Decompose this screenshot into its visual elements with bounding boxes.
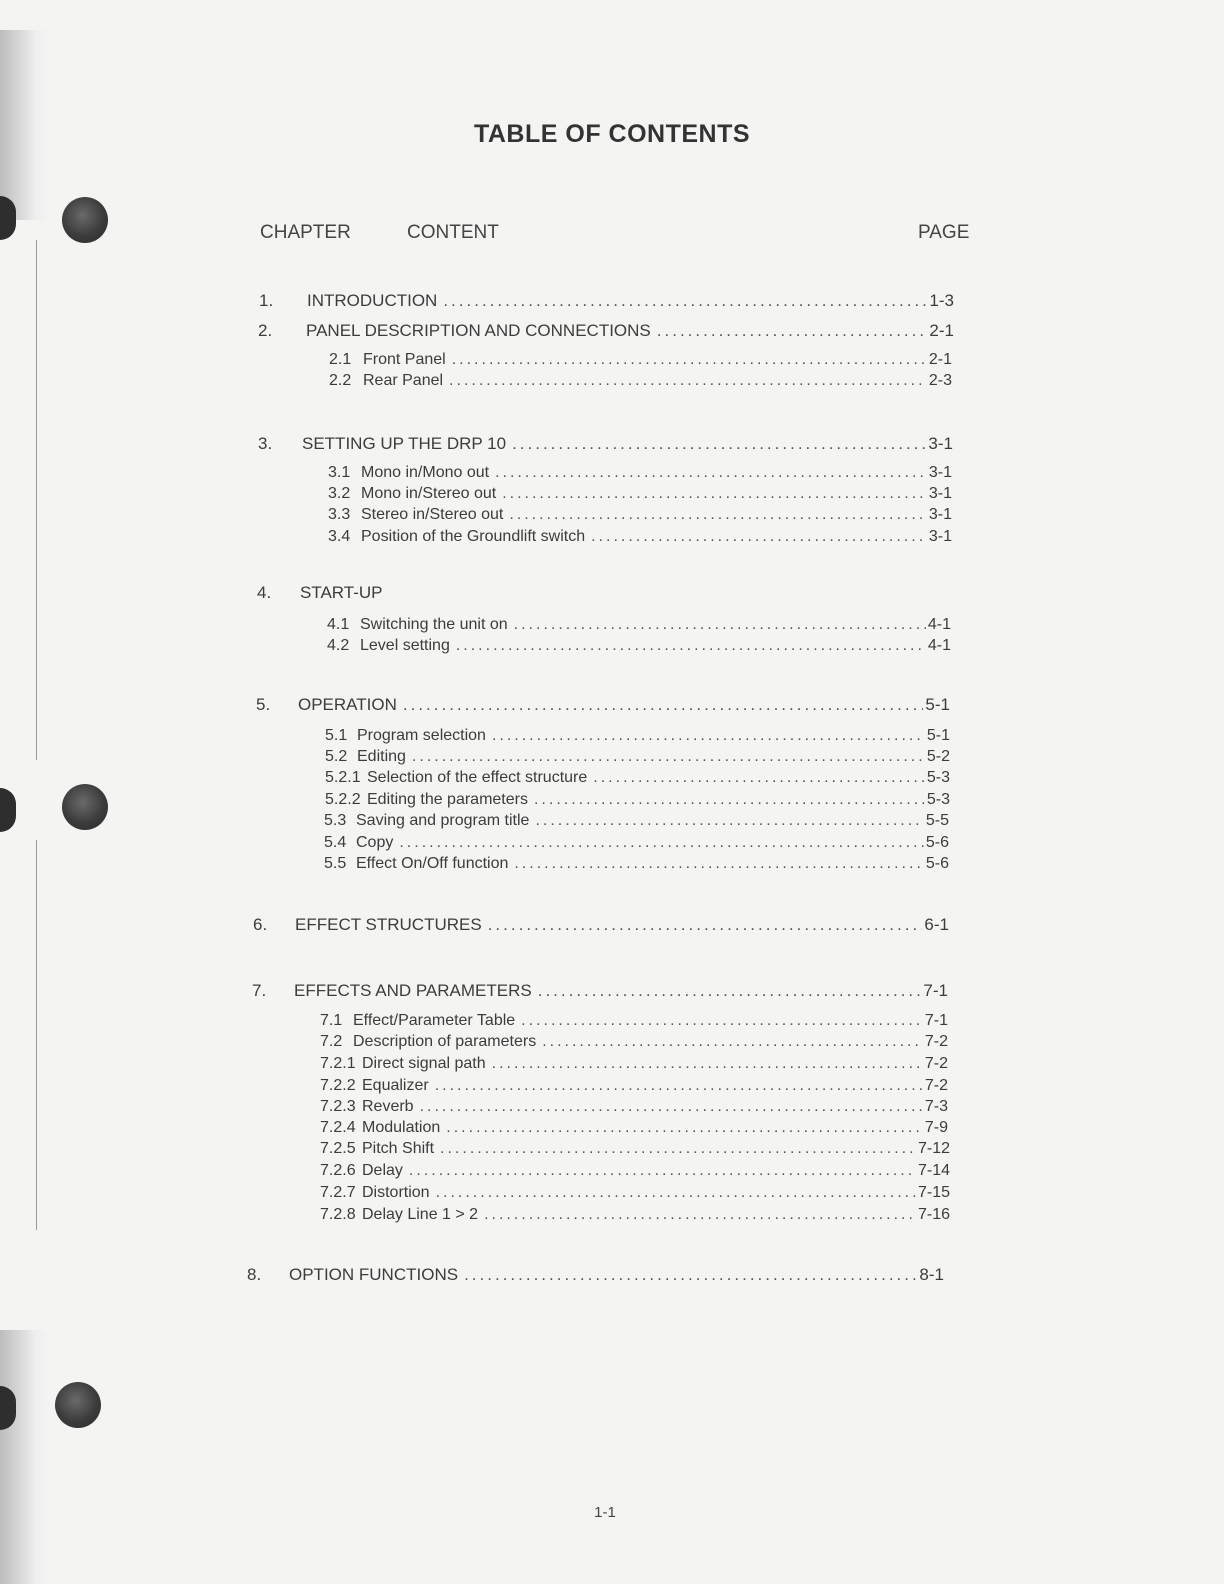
toc-leader-dots [657,321,928,341]
toc-entry-page: 3-1 [928,434,953,453]
toc-entry-page: 7-2 [924,1077,948,1094]
toc-entry-label: Rear Panel [363,372,444,389]
toc-entry-page: 5-6 [925,834,949,851]
toc-entry [328,528,952,550]
toc-entry [324,812,949,834]
toc-entry-number: 3.1 [328,464,351,481]
toc-entry-number: 5.3 [324,812,347,829]
toc-entry-page: 5-6 [925,855,949,872]
toc-entry-label: Equalizer [362,1077,429,1094]
toc-entry-label: Saving and program title [356,812,530,829]
toc-entry-number: 1. [259,291,274,310]
toc-leader-dots [412,748,925,766]
toc-entry-label: Delay Line 1 > 2 [362,1206,479,1223]
toc-entry-label: Modulation [362,1119,441,1136]
toc-leader-dots [488,915,923,935]
toc-entry-label: Distortion [362,1184,430,1201]
toc-entry-page: 3-1 [928,464,952,481]
toc-entry-page: 8-1 [919,1265,944,1284]
toc-entry-label: PANEL DESCRIPTION AND CONNECTIONS [306,321,651,340]
content-column-header: CONTENT [407,222,499,243]
toc-entry [320,1119,948,1141]
toc-entry [320,1206,950,1228]
toc-leader-dots [492,1055,923,1073]
toc-leader-dots [534,791,925,809]
toc-entry-page: 2-1 [928,351,952,368]
toc-entry [324,855,949,877]
toc-entry-number: 5.4 [324,834,347,851]
binder-shadow [0,1330,50,1584]
toc-entry-label: INTRODUCTION [307,291,438,310]
toc-entry-page: 3-1 [928,528,952,545]
toc-entry-page: 5-3 [926,791,950,808]
toc-entry-page: 7-3 [924,1098,948,1115]
toc-entry-number: 7.2.7 [320,1184,356,1201]
toc-entry-number: 5.2.1 [325,769,361,786]
toc-entry-label: Description of parameters [353,1033,537,1050]
toc-entry-label: OPTION FUNCTIONS [289,1265,459,1284]
toc-leader-dots [538,981,922,1001]
toc-entry-page: 7-2 [924,1055,948,1072]
toc-entry [256,695,950,717]
toc-entry-label: Front Panel [363,351,446,368]
page-number: 1-1 [594,1504,616,1521]
toc-leader-dots [514,855,923,873]
toc-entry [328,506,952,528]
toc-entry [325,769,950,791]
toc-entry-page: 5-5 [925,812,949,829]
toc-entry-number: 7.2.6 [320,1162,356,1179]
toc-entry-label: EFFECT STRUCTURES [295,915,482,934]
toc-leader-dots [512,434,926,454]
toc-entry-label: EFFECTS AND PARAMETERS [294,981,532,1000]
toc-leader-dots [436,1184,916,1202]
toc-leader-dots [443,291,927,311]
toc-entry-page: 3-1 [928,506,952,523]
toc-leader-dots [452,351,927,369]
margin-line [36,240,37,760]
toc-entry-page: 4-1 [927,616,951,633]
toc-entry [258,434,953,456]
toc-entry-label: Selection of the effect structure [367,769,588,786]
toc-entry-label: Editing [357,748,406,765]
toc-entry [320,1055,948,1077]
toc-leader-dots [420,1098,923,1116]
toc-entry-label: Mono in/Stereo out [361,485,497,502]
toc-entry-number: 3. [258,434,273,453]
toc-entry-label: Copy [356,834,394,851]
toc-leader-dots [502,485,927,503]
toc-entry-number: 4. [257,583,272,602]
toc-entry [325,791,950,813]
toc-entry-page: 7-12 [917,1140,950,1157]
toc-entry-label: Switching the unit on [360,616,508,633]
toc-entry-number: 7.2 [320,1033,343,1050]
toc-entry [252,981,948,1003]
toc-entry-number: 6. [253,915,268,934]
toc-entry-page: 5-1 [926,727,950,744]
toc-entry-label: OPERATION [298,695,397,714]
toc-leader-dots [464,1265,917,1285]
toc-entry [327,616,951,638]
toc-entry-page: 7-2 [924,1033,948,1050]
chapter-column-header: CHAPTER [260,222,351,243]
toc-entry-page: 7-14 [917,1162,950,1179]
toc-entry-label: Delay [362,1162,403,1179]
toc-entry-page: 1-3 [929,291,954,310]
punch-hole [55,1382,101,1428]
toc-entry-number: 5. [256,695,271,714]
toc-leader-dots [521,1012,923,1030]
toc-entry [327,637,951,659]
toc-entry-page: 2-1 [929,321,954,340]
toc-entry [325,748,950,770]
toc-entry-number: 7.2.8 [320,1206,356,1223]
toc-leader-dots [509,506,927,524]
toc-entry-number: 7.2.1 [320,1055,356,1072]
toc-entry [329,372,952,394]
toc-leader-dots [449,372,927,390]
toc-entry-page: 7-16 [917,1206,950,1223]
toc-entry-label: START-UP [300,583,383,602]
toc-entry-label: Direct signal path [362,1055,486,1072]
toc-entry-number: 5.1 [325,727,348,744]
toc-entry-label: Position of the Groundlift switch [361,528,586,545]
toc-entry-page: 6-1 [924,915,949,934]
toc-entry-page: 7-9 [924,1119,948,1136]
toc-leader-dots [514,616,926,634]
toc-leader-dots [456,637,926,655]
toc-entry [320,1077,948,1099]
toc-entry-number: 5.2.2 [325,791,361,808]
toc-entry [320,1012,948,1034]
toc-entry-page: 2-3 [928,372,952,389]
toc-entry-number: 3.3 [328,506,351,523]
toc-entry [328,464,952,486]
toc-entry-number: 3.4 [328,528,351,545]
toc-entry-page: 4-1 [927,637,951,654]
toc-entry-number: 5.5 [324,855,347,872]
punch-hole [62,197,108,243]
toc-entry-number: 3.2 [328,485,351,502]
toc-entry-number: 7.2.2 [320,1077,356,1094]
toc-entry-number: 7.2.4 [320,1119,356,1136]
toc-entry-number: 7.2.3 [320,1098,356,1115]
toc-entry [253,915,949,937]
margin-line [36,840,37,1230]
punch-hole [62,784,108,830]
toc-entry-number: 5.2 [325,748,348,765]
page-title: TABLE OF CONTENTS [473,120,751,148]
toc-entry-label: Level setting [360,637,450,654]
toc-entry-number: 2.2 [329,372,352,389]
toc-entry-label: Program selection [357,727,486,744]
toc-leader-dots [495,464,927,482]
toc-entry [325,727,950,749]
toc-entry-number: 7.1 [320,1012,343,1029]
toc-entry [320,1033,948,1055]
toc-entry-page: 7-1 [923,981,948,1000]
toc-leader-dots [593,769,925,787]
toc-leader-dots [484,1206,916,1224]
toc-entry-page: 5-2 [926,748,950,765]
toc-entry-label: Editing the parameters [367,791,528,808]
toc-entry [320,1162,950,1184]
toc-entry-label: Pitch Shift [362,1140,435,1157]
toc-leader-dots [535,812,923,830]
toc-entry [247,1265,944,1287]
toc-entry-number: 2. [258,321,273,340]
toc-entry-page: 3-1 [928,485,952,502]
toc-leader-dots [403,695,924,715]
toc-leader-dots [440,1140,916,1158]
toc-entry-page: 7-15 [917,1184,950,1201]
toc-entry [328,485,952,507]
toc-leader-dots [435,1077,923,1095]
toc-entry-page: 5-1 [925,695,950,714]
toc-entry-label: SETTING UP THE DRP 10 [302,434,507,453]
toc-entry-number: 4.2 [327,637,350,654]
page-column-header: PAGE [918,222,970,243]
toc-entry-label: Mono in/Mono out [361,464,490,481]
toc-leader-dots [542,1033,923,1051]
toc-entry [329,351,952,373]
toc-leader-dots [399,834,924,852]
toc-entry-number: 7.2.5 [320,1140,356,1157]
toc-leader-dots [591,528,927,546]
toc-entry [324,834,949,856]
toc-entry-page: 5-3 [926,769,950,786]
toc-leader-dots [446,1119,923,1137]
toc-entry-number: 4.1 [327,616,350,633]
toc-leader-dots [492,727,925,745]
toc-entry-label: Effect/Parameter Table [353,1012,516,1029]
toc-entry [258,321,954,343]
toc-entry-number: 8. [247,1265,262,1284]
toc-entry [320,1098,948,1120]
toc-entry-page: 7-1 [924,1012,948,1029]
toc-entry-label: Stereo in/Stereo out [361,506,504,523]
toc-entry [320,1140,950,1162]
toc-entry-label: Reverb [362,1098,414,1115]
toc-entry [259,291,954,313]
toc-entry-number: 7. [252,981,267,1000]
binder-hole-edge [0,196,16,240]
toc-entry [257,583,557,605]
toc-entry-label: Effect On/Off function [356,855,509,872]
toc-leader-dots [409,1162,916,1180]
binder-hole-edge [0,788,16,832]
toc-entry-number: 2.1 [329,351,352,368]
toc-entry [320,1184,950,1206]
